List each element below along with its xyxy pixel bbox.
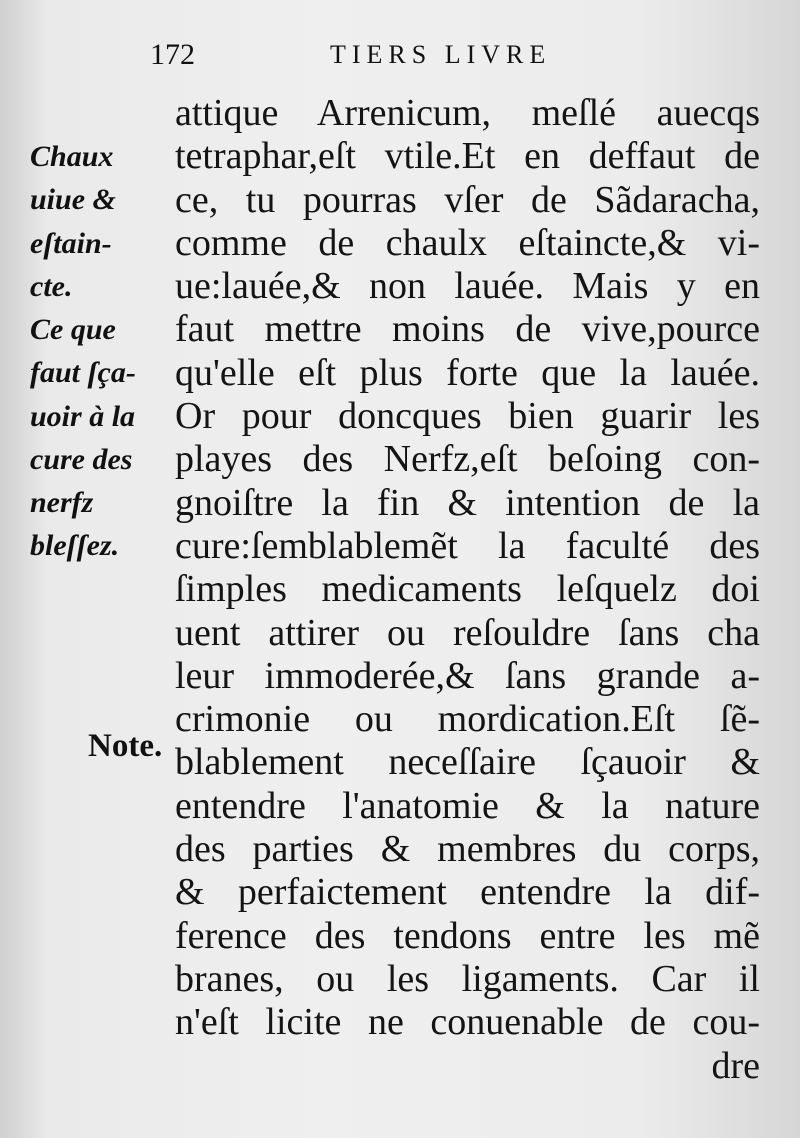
margin-note-chaux	[30, 135, 175, 308]
text-line: entendre l'anatomie & la nature	[175, 784, 760, 827]
margin-line: cure des	[30, 442, 133, 476]
margin-line: bleſſez.	[30, 529, 120, 563]
text-line: des parties & membres du corps,	[175, 828, 760, 871]
margin-note-ce-que	[30, 308, 175, 568]
margin-line: cte.	[30, 269, 73, 303]
text-line: Or pour doncques bien guarir les	[175, 395, 760, 438]
margin-line: Ce que	[30, 313, 116, 346]
text-line: attique Arrenicum, meſlé auecqs	[175, 92, 760, 134]
margin-line: eſtain-	[30, 226, 112, 260]
margin-line: Chaux	[30, 140, 114, 173]
text-line: comme de chaulx eſtaincte,& vi-	[175, 221, 760, 264]
page-number: 172	[150, 38, 195, 71]
text-line: & perfaictement entendre la dif-	[175, 871, 760, 914]
text-line: blablement neceſſaire ſçauoir &	[175, 741, 760, 784]
text-line: tetraphar,eſt vtile.Et en deffaut de	[175, 135, 760, 178]
margin-line: uiue &	[30, 183, 116, 217]
margin-note-note: Note.	[88, 728, 163, 764]
text-line: faut mettre moins de vive,pource	[175, 308, 760, 351]
running-title: TIERS LIVRE	[330, 40, 552, 69]
margin-line: faut ſça-	[30, 356, 136, 390]
catchword: dre	[711, 1044, 760, 1087]
text-line: ſimples medicaments leſquelz doi	[175, 568, 760, 611]
text-line: ference des tendons entre les mẽ	[175, 914, 760, 957]
text-line: gnoiſtre la fin & intention de la	[175, 481, 760, 524]
text-line: crimonie ou mordication.Eſt ſẽ-	[175, 698, 760, 741]
text-line: cure:ſemblablemẽt la faculté des	[175, 524, 760, 567]
text-line: leur immoderée,& ſans grande a-	[175, 654, 760, 697]
body-text	[175, 92, 760, 1088]
text-line: n'eſt licite ne conuenable de cou-	[175, 1001, 760, 1044]
margin-line: uoir à la	[30, 399, 136, 433]
text-line: qu'elle eſt plus forte que la lauée.	[175, 351, 760, 394]
text-line: uent attirer ou reſouldre ſans cha	[175, 611, 760, 654]
text-line: branes, ou les ligaments. Car il	[175, 957, 760, 1000]
text-line: playes des Nerfz,eſt beſoing con-	[175, 438, 760, 481]
text-line: ce, tu pourras vſer de Sãdaracha,	[175, 178, 760, 221]
page-header	[150, 38, 670, 78]
text-line: ue:lauée,& non lauée. Mais y en	[175, 265, 760, 308]
margin-line: nerfz	[30, 486, 94, 520]
